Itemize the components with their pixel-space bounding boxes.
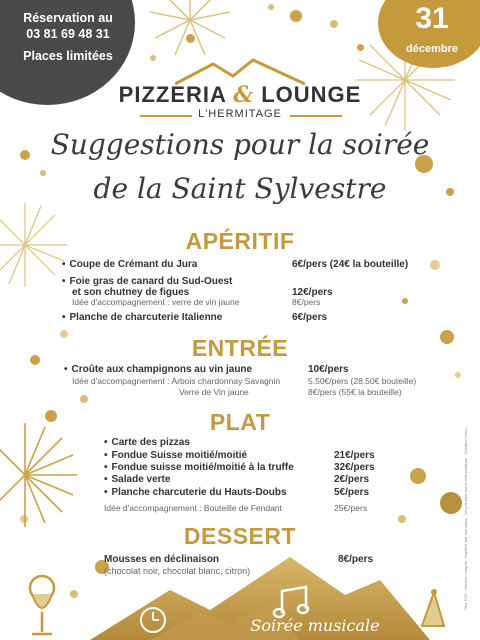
price-salade-verte: 2€/pers — [334, 474, 370, 485]
menu-item-mousses: Mousses en déclinaison — [104, 554, 220, 565]
note-vin-jaune: Verre de Vin jaune — [179, 387, 249, 397]
menu-item-fondue-suisse: • Fondue Suisse moitié/moitié — [104, 450, 247, 461]
logo-lounge: LOUNGE — [261, 82, 362, 107]
champagne-glass-icon — [22, 572, 72, 640]
note-arbois: Idée d'accompagnement : Arbois chardonnay Savagnin — [72, 376, 281, 386]
price-fondue-suisse: 21€/pers — [334, 450, 375, 461]
menu-item-fondue-truffe: • Fondue suisse moitié/moitié à la truffe — [104, 462, 294, 473]
menu-item-charcuterie-doubs: • Planche charcuterie du Hauts-Doubs — [104, 487, 287, 498]
menu-item-cremant: • Coupe de Crémant du Jura — [62, 259, 197, 270]
firework-burst-icon — [0, 420, 80, 530]
reservation-text — [6, 10, 130, 64]
title-line-2: de la Saint Sylvestre — [93, 172, 387, 205]
note-price-arbois: 5.50€/pers (28.50€ bouteille) — [308, 376, 417, 386]
title-line-1: Suggestions pour la soirée — [50, 128, 430, 161]
section-plat-heading: PLAT — [209, 409, 271, 435]
logo-title — [0, 82, 480, 108]
date-month: décembre — [406, 43, 458, 55]
firework-burst-icon — [130, 0, 250, 60]
price-mousses: 8€/pers — [338, 554, 374, 565]
section-dessert-heading: DESSERT — [183, 523, 297, 549]
price-fondue-truffe: 32€/pers — [334, 462, 375, 473]
dessert-detail: (chocolat noir, chocolat blanc, citron) — [104, 566, 251, 576]
menu-item-foie-gras: • Foie gras de canard du Sud-Ouest — [62, 276, 232, 287]
reservation-label: Réservation au — [23, 11, 113, 25]
logo-ampersand: & — [233, 82, 255, 108]
places-limitees: Places limitées — [23, 49, 113, 63]
price-cremant: 6€/pers (24€ la bouteille) — [292, 259, 409, 270]
menu-item-foie-gras-2: et son chutney de figues — [72, 287, 190, 298]
menu-item-charcuterie-italienne: • Planche de charcuterie Italienne — [62, 312, 222, 323]
logo-pizzeria: PIZZERIA — [118, 82, 227, 107]
logo-subtitle: L'HERMITAGE — [198, 108, 282, 120]
price-charcuterie-italienne: 6€/pers — [292, 312, 328, 323]
reservation-phone[interactable]: 03 81 69 48 31 — [26, 27, 110, 41]
note-price-fendant: 25€/pers — [334, 503, 368, 513]
price-croute: 10€/pers — [308, 364, 349, 375]
price-charcuterie-doubs: 5€/pers — [334, 487, 370, 498]
menu-item-croute: • Croûte aux champignons au vin jaune — [64, 364, 252, 375]
clock-icon — [138, 605, 168, 635]
mountain-footer — [0, 555, 480, 640]
price-foie-gras: 12€/pers — [292, 287, 333, 298]
side-legal-text-content: Pizz TVC - Service compris - Imprimé par nos soins - Ne pas jeter sur la voie publique - Création Crea... — [463, 426, 468, 610]
note-foie-gras: Idée d'accompagnement : verre de vin jaune — [72, 297, 240, 307]
note-fendant: Idée d'accompagnement : Bouteille de Fendant — [104, 503, 282, 513]
menu-item-salade-verte: • Salade verte — [104, 474, 170, 485]
soiree-musicale-label: Soirée musicale — [250, 616, 380, 635]
date-day: 31 — [415, 2, 449, 35]
note-price-vin-jaune: 8€/pers (55€ la bouteille) — [308, 387, 402, 397]
section-aperitif-heading: APÉRITIF — [185, 228, 295, 254]
party-hat-icon — [414, 588, 448, 628]
note-price-foie-gras: 8€/pers — [292, 297, 321, 307]
menu-item-pizzas: • Carte des pizzas — [104, 437, 190, 448]
music-note-icon — [272, 585, 312, 619]
side-legal-text — [463, 410, 471, 610]
section-entree-heading: ENTRÉE — [191, 335, 289, 361]
